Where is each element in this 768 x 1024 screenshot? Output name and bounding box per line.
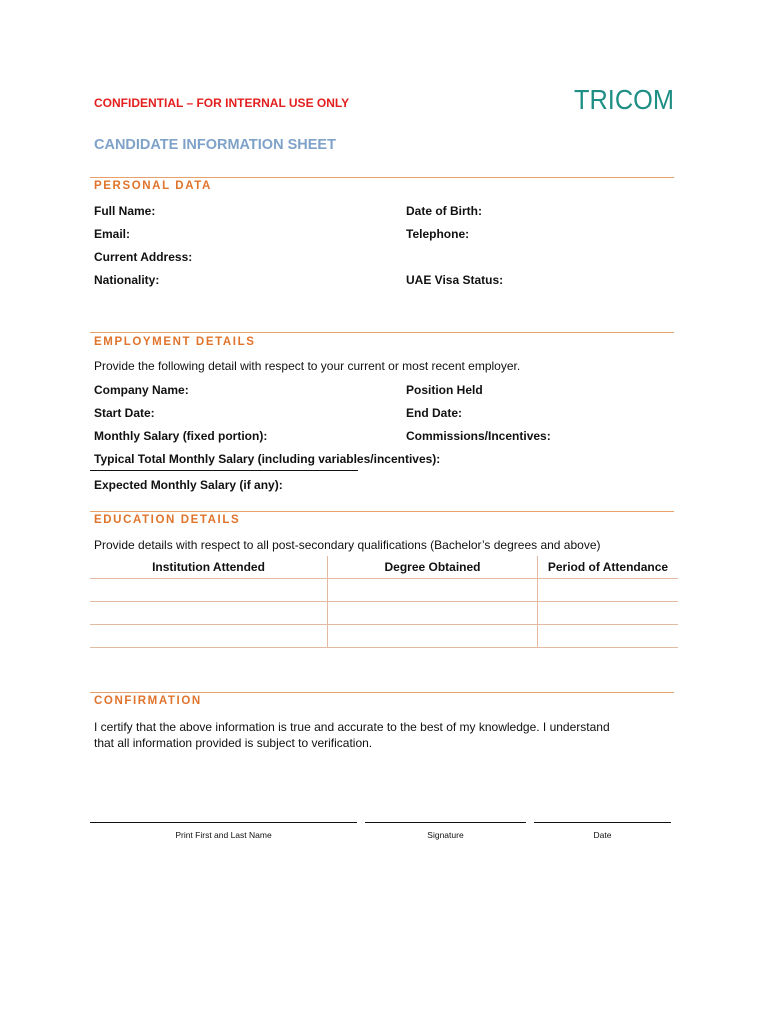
table-cell[interactable] xyxy=(538,579,679,602)
section-title-education: EDUCATION DETAILS xyxy=(94,514,241,526)
confirmation-text-line-2: that all information provided is subject to verification. xyxy=(94,736,373,750)
signature-line[interactable] xyxy=(365,822,526,823)
position-held-label: Position Held xyxy=(406,383,483,397)
table-row xyxy=(90,579,678,602)
section-title-personal: PERSONAL DATA xyxy=(94,180,212,192)
commissions-label: Commissions/Incentives: xyxy=(406,429,551,443)
table-cell[interactable] xyxy=(90,579,328,602)
column-header-degree: Degree Obtained xyxy=(328,556,538,579)
employment-intro: Provide the following detail with respect to your current or most recent employer. xyxy=(94,359,521,373)
current-address-label: Current Address: xyxy=(94,250,193,264)
full-name-label: Full Name: xyxy=(94,204,156,218)
section-title-confirmation: CONFIRMATION xyxy=(94,695,202,707)
table-cell[interactable] xyxy=(328,625,538,648)
section-divider xyxy=(90,177,674,178)
end-date-label: End Date: xyxy=(406,406,463,420)
table-cell[interactable] xyxy=(538,625,679,648)
table-row xyxy=(90,625,678,648)
confirmation-text-line-1: I certify that the above information is true and accurate to the best of my knowledge. I understand xyxy=(94,720,610,734)
table-header-row xyxy=(90,556,678,579)
education-table xyxy=(90,556,678,648)
email-label: Email: xyxy=(94,227,131,241)
telephone-label: Telephone: xyxy=(406,227,470,241)
underline xyxy=(90,470,358,471)
date-caption: Date xyxy=(593,830,612,840)
page-title: CANDIDATE INFORMATION SHEET xyxy=(94,137,336,153)
monthly-salary-label: Monthly Salary (fixed portion): xyxy=(94,429,268,443)
date-line[interactable] xyxy=(534,822,671,823)
table-cell[interactable] xyxy=(328,602,538,625)
start-date-label: Start Date: xyxy=(94,406,155,420)
table-row xyxy=(90,602,678,625)
company-name-label: Company Name: xyxy=(94,383,189,397)
column-header-period: Period of Attendance xyxy=(538,556,679,579)
table-cell[interactable] xyxy=(328,579,538,602)
expected-salary-label: Expected Monthly Salary (if any): xyxy=(94,478,283,492)
print-name-caption: Print First and Last Name xyxy=(175,830,272,840)
table-cell[interactable] xyxy=(90,625,328,648)
table-cell[interactable] xyxy=(538,602,679,625)
section-divider xyxy=(90,692,674,693)
nationality-label: Nationality: xyxy=(94,273,160,287)
education-intro: Provide details with respect to all post-secondary qualifications (Bachelor’s degrees and above) xyxy=(94,538,601,552)
date-of-birth-label: Date of Birth: xyxy=(406,204,482,218)
section-divider xyxy=(90,332,674,333)
typical-total-salary-label: Typical Total Monthly Salary (including variables/incentives): xyxy=(94,452,441,466)
confidential-notice: CONFIDENTIAL – FOR INTERNAL USE ONLY xyxy=(94,96,350,110)
table-cell[interactable] xyxy=(90,602,328,625)
section-title-employment: EMPLOYMENT DETAILS xyxy=(94,336,256,348)
uae-visa-status-label: UAE Visa Status: xyxy=(406,273,504,287)
svg-text:TRICOM: TRICOM xyxy=(574,84,674,114)
column-header-institution: Institution Attended xyxy=(90,556,328,579)
signature-caption: Signature xyxy=(427,830,464,840)
print-name-line[interactable] xyxy=(90,822,357,823)
section-divider xyxy=(90,511,674,512)
tricom-logo xyxy=(574,82,676,114)
